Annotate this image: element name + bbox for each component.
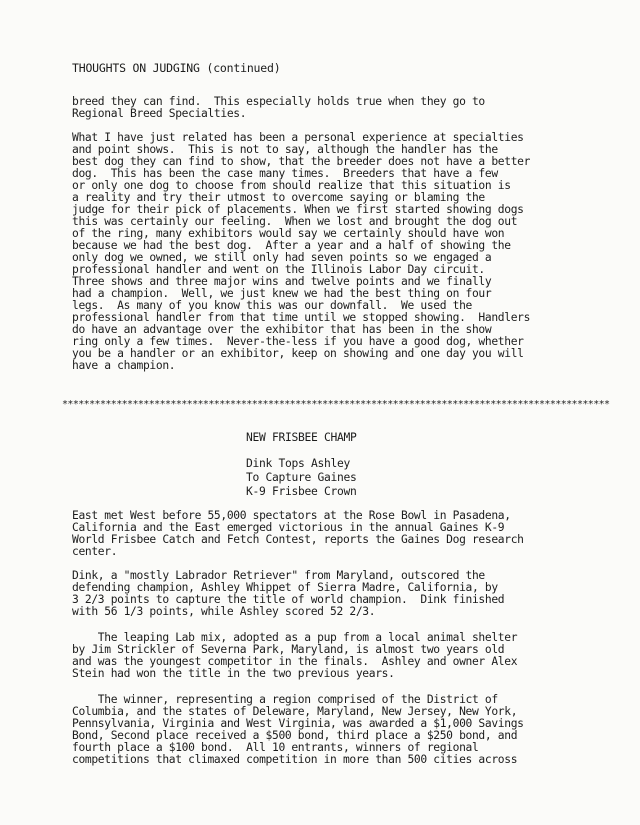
body-line: had a champion. Well, we just knew we had the best thing on four [72, 287, 492, 300]
body-line: best dog they can find to show, that the breeder does not have a better [72, 155, 531, 168]
article-line: with 56 1/3 points, while Ashley scored 52 2/3. [72, 605, 376, 618]
article-headline: NEW FRISBEE CHAMP [246, 431, 357, 444]
article-line: Columbia, and the states of Deleware, Maryland, New Jersey, New York, [72, 705, 518, 718]
asterisk-divider: ***************************************************************************************************** [62, 400, 610, 410]
body-line: What I have just related has been a personal experience at specialties [72, 131, 524, 144]
article-line: The leaping Lab mix, adopted as a pup from a local animal shelter [72, 631, 518, 644]
body-line: Regional Breed Specialties. [72, 107, 247, 120]
body-line: have a champion. [72, 359, 176, 372]
subheadline-line: K-9 Frisbee Crown [246, 485, 357, 498]
body-line: professional handler and went on the Illinois Labor Day circuit. [72, 263, 485, 276]
body-line: dog. This has been the case many times. Breeders that have a few [72, 167, 498, 180]
article-line: World Frisbee Catch and Fetch Contest, reports the Gaines Dog research [72, 533, 524, 546]
article-line: The winner, representing a region comprised of the District of [72, 693, 498, 706]
article-line: defending champion, Ashley Whippet of Sierra Madre, California, by [72, 581, 498, 594]
page-heading: THOUGHTS ON JUDGING (continued) [72, 61, 281, 75]
body-line: you be a handler or an exhibitor, keep on showing and one day you will [72, 347, 524, 360]
body-line: ring only a few times. Never-the-less if you have a good dog, whether [72, 335, 524, 348]
subheadline-line: To Capture Gaines [246, 471, 357, 484]
article-line: Bond, Second place received a $500 bond, third place a $250 bond, and [72, 729, 518, 742]
article-line: competitions that climaxed competition in more than 500 cities across [72, 753, 518, 766]
body-line: professional handler from that time until we stopped showing. Handlers [72, 311, 531, 324]
body-line: of the ring, many exhibitors would say we certainly should have won [72, 227, 505, 240]
body-line: judge for their pick of placements. When we first started showing dogs [72, 203, 524, 216]
body-line: or only one dog to choose from should realize that this situation is [72, 179, 511, 192]
article-line: 3 2/3 points to capture the title of world champion. Dink finished [72, 593, 505, 606]
body-line: do have an advantage over the exhibitor that has been in the show [72, 323, 492, 336]
body-line: a reality and try their utmost to overcome saying or blaming the [72, 191, 485, 204]
body-line: and point shows. This is not to say, although the handler has the [72, 143, 498, 156]
body-line: legs. As many of you know this was our downfall. We used the [72, 299, 472, 312]
article-line: fourth place a $100 bond. All 10 entrants, winners of regional [72, 741, 479, 754]
body-line: Three shows and three major wins and twelve points and we finally [72, 275, 492, 288]
body-line: breed they can find. This especially holds true when they go to [72, 95, 485, 108]
article-line: East met West before 55,000 spectators at the Rose Bowl in Pasadena, [72, 509, 511, 522]
body-line: because we had the best dog. After a year and a half of showing the [72, 239, 511, 252]
body-line: this was certainly our feeling. When we lost and brought the dog out [72, 215, 518, 228]
article-line: and was the youngest competitor in the finals. Ashley and owner Alex [72, 655, 518, 668]
article-line: center. [72, 545, 118, 558]
article-line: Dink, a "mostly Labrador Retriever" from Maryland, outscored the [72, 569, 485, 582]
article-line: California and the East emerged victorious in the annual Gaines K-9 [72, 521, 505, 534]
subheadline-line: Dink Tops Ashley [246, 457, 351, 470]
article-line: Stein had won the title in the two previous years. [72, 667, 395, 680]
article-line: Pennsylvania, Virginia and West Virginia, was awarded a $1,000 Savings [72, 717, 524, 730]
body-line: only dog we owned, we still only had seven points so we engaged a [72, 251, 492, 264]
article-line: by Jim Strickler of Severna Park, Maryland, is almost two years old [72, 643, 505, 656]
